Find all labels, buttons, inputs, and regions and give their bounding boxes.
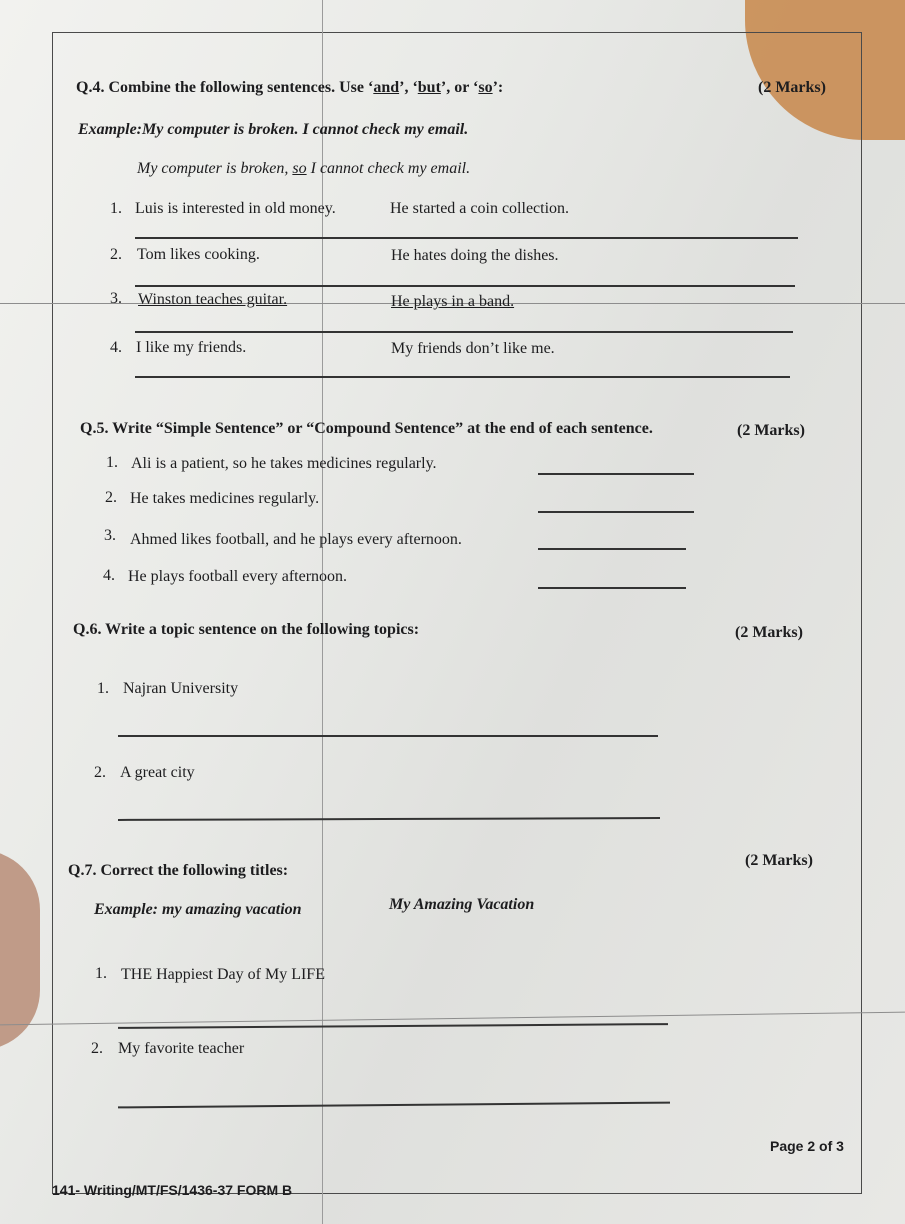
q6-answer-line[interactable] bbox=[118, 735, 658, 737]
q5-item-text: Ali is a patient, so he takes medicines regularly. bbox=[131, 455, 437, 472]
q5-answer-line[interactable] bbox=[538, 473, 694, 475]
q4-marks: (2 Marks) bbox=[758, 79, 826, 96]
q4-item-b: He hates doing the dishes. bbox=[391, 247, 559, 264]
q7-marks: (2 Marks) bbox=[745, 852, 813, 869]
q4-item-b: He started a coin collection. bbox=[390, 200, 570, 217]
q6-item-num: 2. bbox=[94, 764, 106, 781]
q5-item-num: 3. bbox=[104, 527, 116, 544]
q5-item-num: 4. bbox=[103, 567, 115, 584]
q4-item-a: I like my friends. bbox=[136, 339, 247, 356]
q5-answer-line[interactable] bbox=[538, 587, 686, 589]
q4-example: Example:My computer is broken. I cannot check my email. bbox=[78, 121, 469, 138]
q4-answer-line[interactable] bbox=[135, 376, 790, 378]
page-number: Page 2 of 3 bbox=[770, 1138, 844, 1154]
q4-item-b: He plays in a band. bbox=[391, 293, 515, 310]
q4-example-answer: My computer is broken, so I cannot check my email. bbox=[137, 160, 471, 177]
q6-item-num: 1. bbox=[97, 680, 109, 697]
q5-item-num: 2. bbox=[105, 489, 117, 506]
q4-answer-line[interactable] bbox=[135, 331, 793, 333]
q4-item-a: Winston teaches guitar. bbox=[138, 291, 288, 308]
fold-line-vertical bbox=[322, 0, 323, 1224]
q7-example: Example: my amazing vacation bbox=[94, 901, 302, 918]
q5-item-text: He takes medicines regularly. bbox=[130, 490, 320, 507]
q4-item-num: 2. bbox=[110, 246, 122, 263]
q7-item-num: 2. bbox=[91, 1040, 103, 1057]
form-code: 141- Writing/MT/FS/1436-37 FORM B bbox=[52, 1182, 293, 1198]
q5-title: Q.5. Write “Simple Sentence” or “Compound Sentence” at the end of each sentence. bbox=[80, 420, 653, 437]
q5-item-num: 1. bbox=[106, 454, 118, 471]
q4-item-b: My friends don’t like me. bbox=[391, 340, 555, 357]
q4-item-num: 3. bbox=[110, 290, 122, 307]
q5-item-text: Ahmed likes football, and he plays every afternoon. bbox=[130, 531, 462, 548]
q4-item-num: 4. bbox=[110, 339, 122, 356]
q5-item-text: He plays football every afternoon. bbox=[128, 568, 348, 585]
q6-marks: (2 Marks) bbox=[735, 624, 803, 641]
q7-title: Q.7. Correct the following titles: bbox=[68, 862, 289, 879]
q7-item-text: THE Happiest Day of My LIFE bbox=[121, 966, 325, 983]
q5-answer-line[interactable] bbox=[538, 548, 686, 550]
q6-item-text: A great city bbox=[120, 764, 195, 781]
q6-title: Q.6. Write a topic sentence on the following topics: bbox=[73, 621, 420, 638]
q4-item-a: Tom likes cooking. bbox=[137, 246, 260, 263]
q7-item-num: 1. bbox=[95, 965, 107, 982]
q4-item-a: Luis is interested in old money. bbox=[135, 200, 336, 217]
q5-answer-line[interactable] bbox=[538, 511, 694, 513]
q4-item-num: 1. bbox=[110, 200, 122, 217]
q7-item-text: My favorite teacher bbox=[118, 1040, 245, 1057]
q4-answer-line[interactable] bbox=[135, 285, 795, 287]
q5-marks: (2 Marks) bbox=[737, 422, 805, 439]
q6-item-text: Najran University bbox=[123, 680, 239, 697]
q7-example-answer: My Amazing Vacation bbox=[389, 896, 535, 913]
q4-answer-line[interactable] bbox=[135, 237, 798, 239]
q4-title: Q.4. Combine the following sentences. Use ‘and’, ‘but’, or ‘so’: bbox=[76, 79, 504, 96]
